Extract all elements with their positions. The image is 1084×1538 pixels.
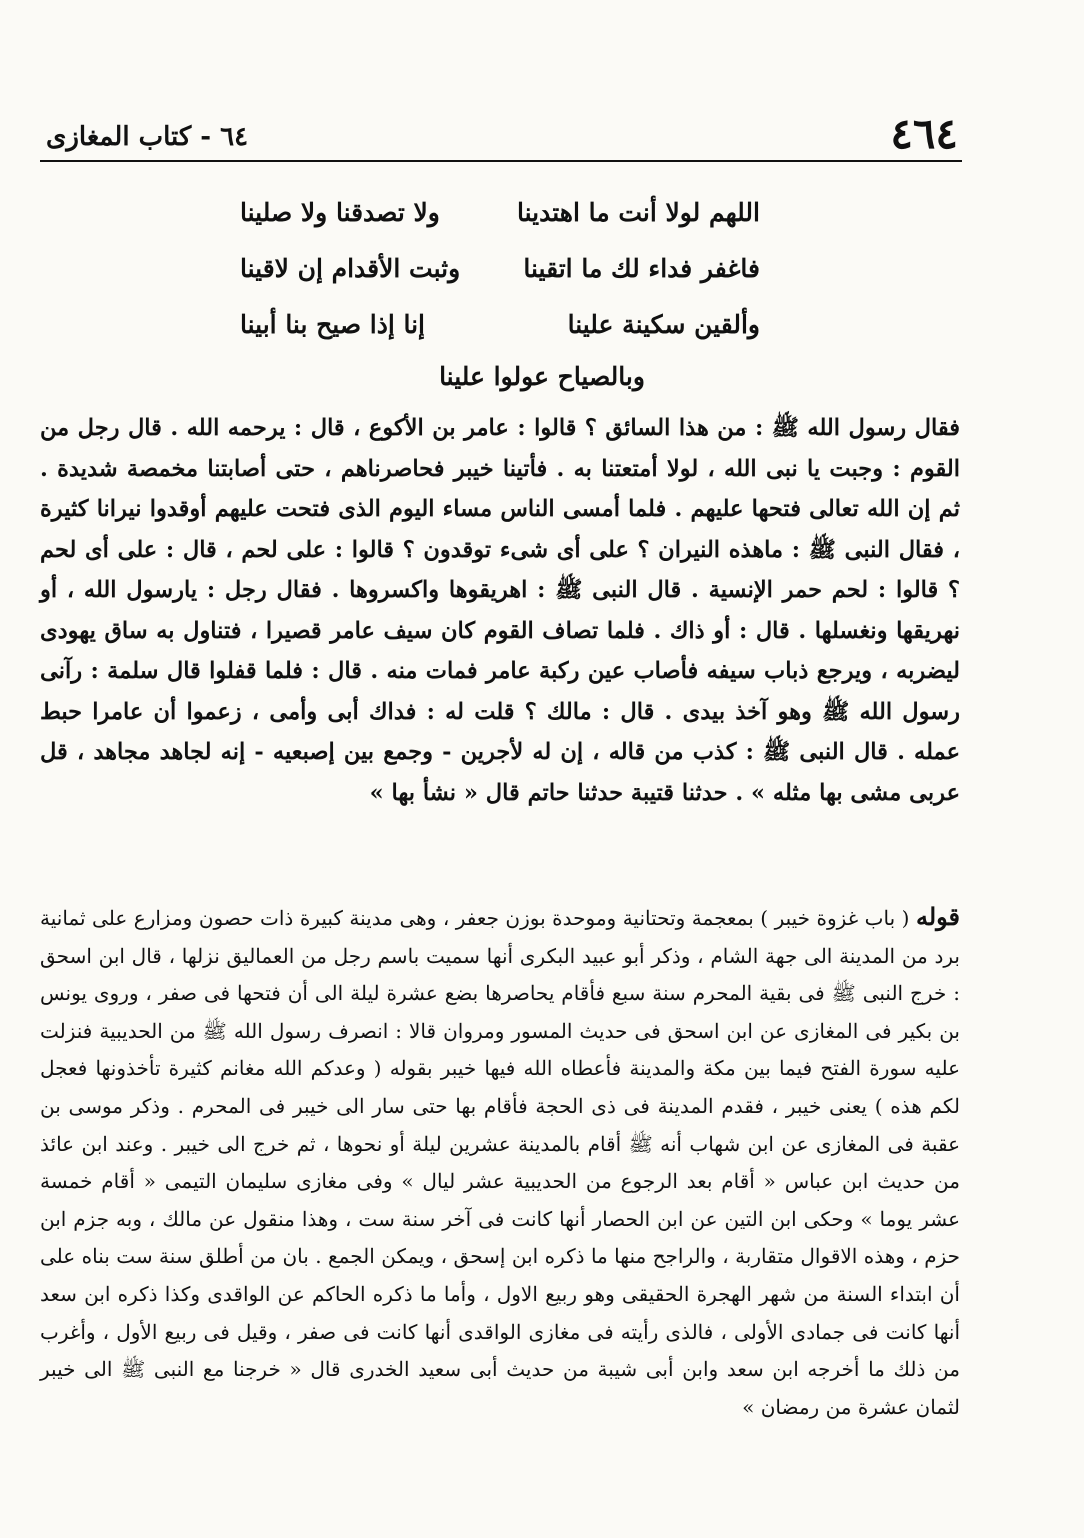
poem-block	[240, 184, 760, 352]
commentary-paragraph	[40, 898, 960, 1426]
poem-verse	[240, 240, 760, 296]
poem-verse	[240, 184, 760, 240]
verse-second-hemistich: إنا إذا صيح بنا أبينا	[240, 309, 425, 339]
commentary	[40, 898, 960, 1426]
poem-verse	[240, 296, 760, 352]
book-title: ٦٤ - كتاب المغازى	[46, 122, 249, 152]
verse-second-hemistich: وثبت الأقدام إن لاقينا	[240, 253, 461, 283]
verse-first-hemistich: اللهم لولا أنت ما اهتدينا	[517, 197, 760, 227]
commentary-lead: قوله	[915, 902, 961, 931]
verse-second-hemistich: ولا تصدقنا ولا صلينا	[240, 197, 440, 227]
verse-first-hemistich: فاغفر فداء لك ما اتقينا	[523, 253, 760, 283]
hadith-text	[40, 408, 960, 813]
page-number: ٤٦٤	[890, 109, 958, 158]
hadith-paragraph: فقال رسول الله ﷺ : من هذا السائق ؟ قالوا : عامر بن الأكوع ، قال : يرحمه الله . قال رجل من القوم : وجبت يا نبى الله ، لولا أمتعتنا به . فأتينا خيبر فحاصرناهم ، حتى أصابتنا مخمصة شديدة . ثم إن الله تعالى فتحها عليهم . فلما أمسى الناس مساء اليوم الذى فتحت عليهم أوقدوا نيرانا كثيرة ، فقال النبى ﷺ : ماهذه النيران ؟ على أى شىء توقدون ؟ قالوا : على لحم ، قال : على أى لحم ؟ قالوا : لحم حمر الإنسية . قال النبى ﷺ : اهريقوها واكسروها . فقال رجل : يارسول الله ، أو نهريقها ونغسلها . قال : أو ذاك . فلما تصاف القوم كان سيف عامر قصيرا ، فتناول به ساق يهودى ليضربه ، ويرجع ذباب سيفه فأصاب عين ركبة عامر فمات منه . قال : فلما قفلوا قال سلمة : رآنى رسول الله ﷺ وهو آخذ بيدى . قال : مالك ؟ قلت له : فداك أبى وأمى ، زعموا أن عامرا حبط عمله . قال النبى ﷺ : كذب من قاله ، إن له لأجرين - وجمع بين إصبعيه - إنه لجاهد مجاهد ، قل عربى مشى بها مثله » . حدثنا قتيبة حدثنا حاتم قال « نشأ بها »	[40, 415, 960, 806]
page-header	[40, 108, 962, 162]
poem-last-line: وبالصياح عولوا علينا	[439, 362, 645, 391]
commentary-text: ( باب غزوة خيبر ) بمعجمة وتحتانية وموحدة بوزن جعفر ، وهى مدينة كبيرة ذات حصون ومزارع على ثمانية برد من المدينة الى جهة الشام ، وذكر أبو عبيد البكرى أنها سميت باسم رجل من العماليق نزلها ، قال ابن اسحق : خرج النبى ﷺ فى بقية المحرم سنة سبع فأقام يحاصرها بضع عشرة ليلة الى أن فتحها فى صفر ، وروى يونس بن بكير فى المغازى عن ابن اسحق فى حديث المسور ومروان قالا : انصرف رسول الله ﷺ من الحديبية فنزلت عليه سورة الفتح فيما بين مكة والمدينة فأعطاه الله فيها خيبر بقوله ( وعدكم الله مغانم كثيرة تأخذونها فعجل لكم هذه ) يعنى خيبر ، فقدم المدينة فى ذى الحجة فأقام بها حتى سار الى خيبر فى المحرم . وذكر موسى بن عقبة فى المغازى عن ابن شهاب أنه ﷺ أقام بالمدينة عشرين ليلة أو نحوها ، ثم خرج الى خيبر . وعند ابن عائذ من حديث ابن عباس « أقام بعد الرجوع من الحديبية عشر ليال » وفى مغازى سليمان التيمى « أقام خمسة عشر يوما » وحكى ابن التين عن ابن الحصار أنها كانت فى آخر سنة ست ، وهذا منقول عن مالك ، وبه جزم ابن حزم ، وهذه الاقوال متقاربة ، والراجح منها ما ذكره ابن إسحق ، ويمكن الجمع . بان من أطلق سنة ست بناه على أن ابتداء السنة من شهر الهجرة الحقيقى وهو ربيع الاول ، وأما ما ذكره الحاكم عن الواقدى وكذا ذكره ابن سعد أنها كانت فى جمادى الأولى ، فالذى رأيته فى مغازى الواقدى أنها كانت فى صفر ، وقيل فى ربيع الأول ، وأغرب من ذلك ما أخرجه ابن سعد وابن أبى شيبة من حديث أبى سعيد الخدرى قال « خرجنا مع النبى ﷺ الى خيبر لثمان عشرة من رمضان »	[40, 906, 960, 1419]
verse-first-hemistich: وألقين سكينة علينا	[567, 309, 760, 339]
